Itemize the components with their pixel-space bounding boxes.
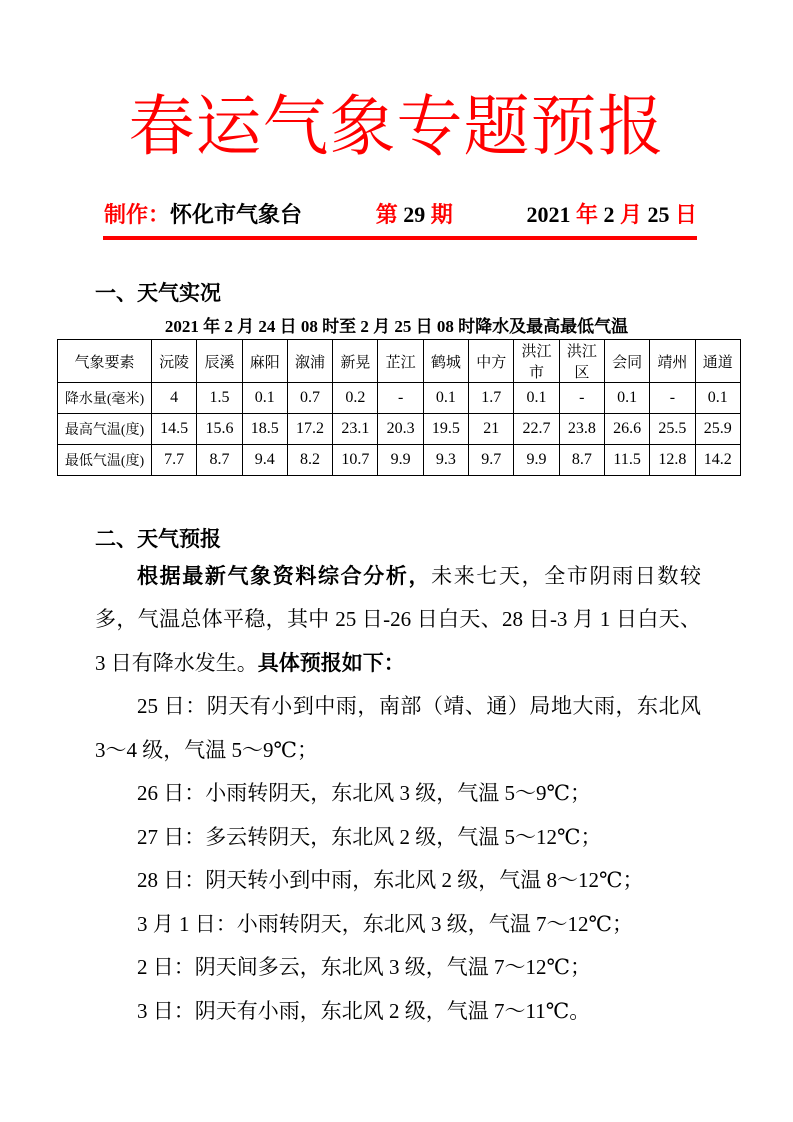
data-cell: 26.6 (604, 414, 649, 445)
header-cell-station: 沅陵 (152, 340, 197, 383)
header-cell-station: 辰溪 (197, 340, 242, 383)
data-cell: 8.7 (197, 445, 242, 476)
header-cell-station: 洪江区 (559, 340, 604, 383)
forecast-body (95, 555, 701, 1034)
data-cell: 8.7 (559, 445, 604, 476)
data-cell: 0.1 (514, 383, 559, 414)
forecast-intro (95, 555, 701, 686)
header-cell-station: 麻阳 (242, 340, 287, 383)
forecast-line: 3 月 1 日：小雨转阴天，东北风 3 级，气温 7～12℃； (137, 911, 633, 936)
section-1-heading: 一、天气实况 (95, 280, 221, 305)
text-run: 根据最新气象资料综合分析， (137, 563, 432, 588)
data-cell: 9.3 (423, 445, 468, 476)
data-cell: 20.3 (378, 414, 423, 445)
data-cell: 11.5 (604, 445, 649, 476)
header-cell-station: 芷江 (378, 340, 423, 383)
data-cell: 25.9 (695, 414, 740, 445)
text-run: 未来七天，全市阴雨日数较多，气温总体平稳，其中 25 日-26 日白天、28 日-3 月 1 日白天、3 日有降水发生。 (95, 563, 701, 675)
data-cell: 17.2 (287, 414, 332, 445)
header-cell-station: 中方 (469, 340, 514, 383)
text-run: 29 (403, 202, 426, 228)
table-row (58, 383, 741, 414)
forecast-line: 26 日：小雨转阴天，东北风 3 级，气温 5～9℃； (137, 781, 591, 806)
data-cell: 0.1 (423, 383, 468, 414)
data-cell: 8.2 (287, 445, 332, 476)
text-run: 年 (575, 202, 598, 228)
weather-table (57, 339, 741, 476)
issue-date (526, 201, 697, 230)
data-cell: 23.8 (559, 414, 604, 445)
data-cell: 10.7 (333, 445, 378, 476)
data-cell: 23.1 (333, 414, 378, 445)
document-title: 春运气象专题预报 (128, 91, 665, 164)
text-run: 具体预报如下： (257, 650, 405, 675)
header-cell-element: 气象要素 (58, 340, 152, 383)
data-cell: 0.1 (604, 383, 649, 414)
header-cell-station: 靖州 (650, 340, 695, 383)
text-run: 2021 (526, 202, 576, 228)
data-cell: 0.2 (333, 383, 378, 414)
data-cell: 9.4 (242, 445, 287, 476)
data-cell: 0.1 (695, 383, 740, 414)
data-cell: 0.7 (287, 383, 332, 414)
row-label: 降水量(毫米) (58, 383, 152, 414)
table-title: 2021 年 2 月 24 日 08 时至 2 月 25 日 08 时降水及最高最低气温 (164, 317, 629, 337)
table-header-row (58, 340, 741, 383)
header-cell-station: 会同 (604, 340, 649, 383)
table-head (58, 340, 741, 383)
data-cell: 9.9 (378, 445, 423, 476)
text-run: 制作： (104, 202, 171, 228)
producer-credit (104, 201, 302, 230)
header-cell-station: 新晃 (333, 340, 378, 383)
data-cell: 14.5 (152, 414, 197, 445)
data-cell: 1.7 (469, 383, 514, 414)
row-label: 最低气温(度) (58, 445, 152, 476)
red-divider (103, 236, 697, 240)
forecast-line: 25 日：阴天有小到中雨，南部（靖、通）局地大雨，东北风 3～4 级，气温 5～9℃； (95, 694, 701, 762)
issue-number (376, 201, 453, 230)
data-cell: 22.7 (514, 414, 559, 445)
data-cell: 14.2 (695, 445, 740, 476)
header-cell-station: 通道 (695, 340, 740, 383)
data-cell: - (559, 383, 604, 414)
forecast-line: 28 日：阴天转小到中雨，东北风 2 级，气温 8～12℃； (137, 868, 644, 893)
text-run: 期 (425, 202, 453, 228)
text-run: 日 (674, 202, 697, 228)
table-row (58, 445, 741, 476)
data-cell: 1.5 (197, 383, 242, 414)
table-body (58, 383, 741, 476)
data-cell: 0.1 (242, 383, 287, 414)
forecast-line: 27 日：多云转阴天，东北风 2 级，气温 5～12℃； (137, 824, 602, 849)
header-cell-station: 鹤城 (423, 340, 468, 383)
section-2-heading: 二、天气预报 (95, 527, 221, 552)
data-cell: 9.9 (514, 445, 559, 476)
text-run: 怀化市气象台 (170, 202, 303, 228)
data-cell: 15.6 (197, 414, 242, 445)
data-cell: 12.8 (650, 445, 695, 476)
data-cell: - (650, 383, 695, 414)
header-cell-station: 洪江市 (514, 340, 559, 383)
forecast-line: 3 日：阴天有小雨，东北风 2 级，气温 7～11℃。 (137, 998, 591, 1023)
data-cell: 19.5 (423, 414, 468, 445)
row-label: 最高气温(度) (58, 414, 152, 445)
data-cell: 18.5 (242, 414, 287, 445)
data-cell: 25.5 (650, 414, 695, 445)
header-cell-station: 溆浦 (287, 340, 332, 383)
table-row (58, 414, 741, 445)
data-cell: 7.7 (152, 445, 197, 476)
text-run: 月 (619, 202, 642, 228)
forecast-line: 2 日：阴天间多云，东北风 3 级，气温 7～12℃； (137, 955, 591, 980)
text-run: 25 (641, 202, 675, 228)
data-cell: 9.7 (469, 445, 514, 476)
text-run: 2 (597, 202, 620, 228)
masthead (104, 201, 697, 230)
data-cell: 21 (469, 414, 514, 445)
text-run: 第 (375, 202, 404, 228)
data-cell: - (378, 383, 423, 414)
data-cell: 4 (152, 383, 197, 414)
